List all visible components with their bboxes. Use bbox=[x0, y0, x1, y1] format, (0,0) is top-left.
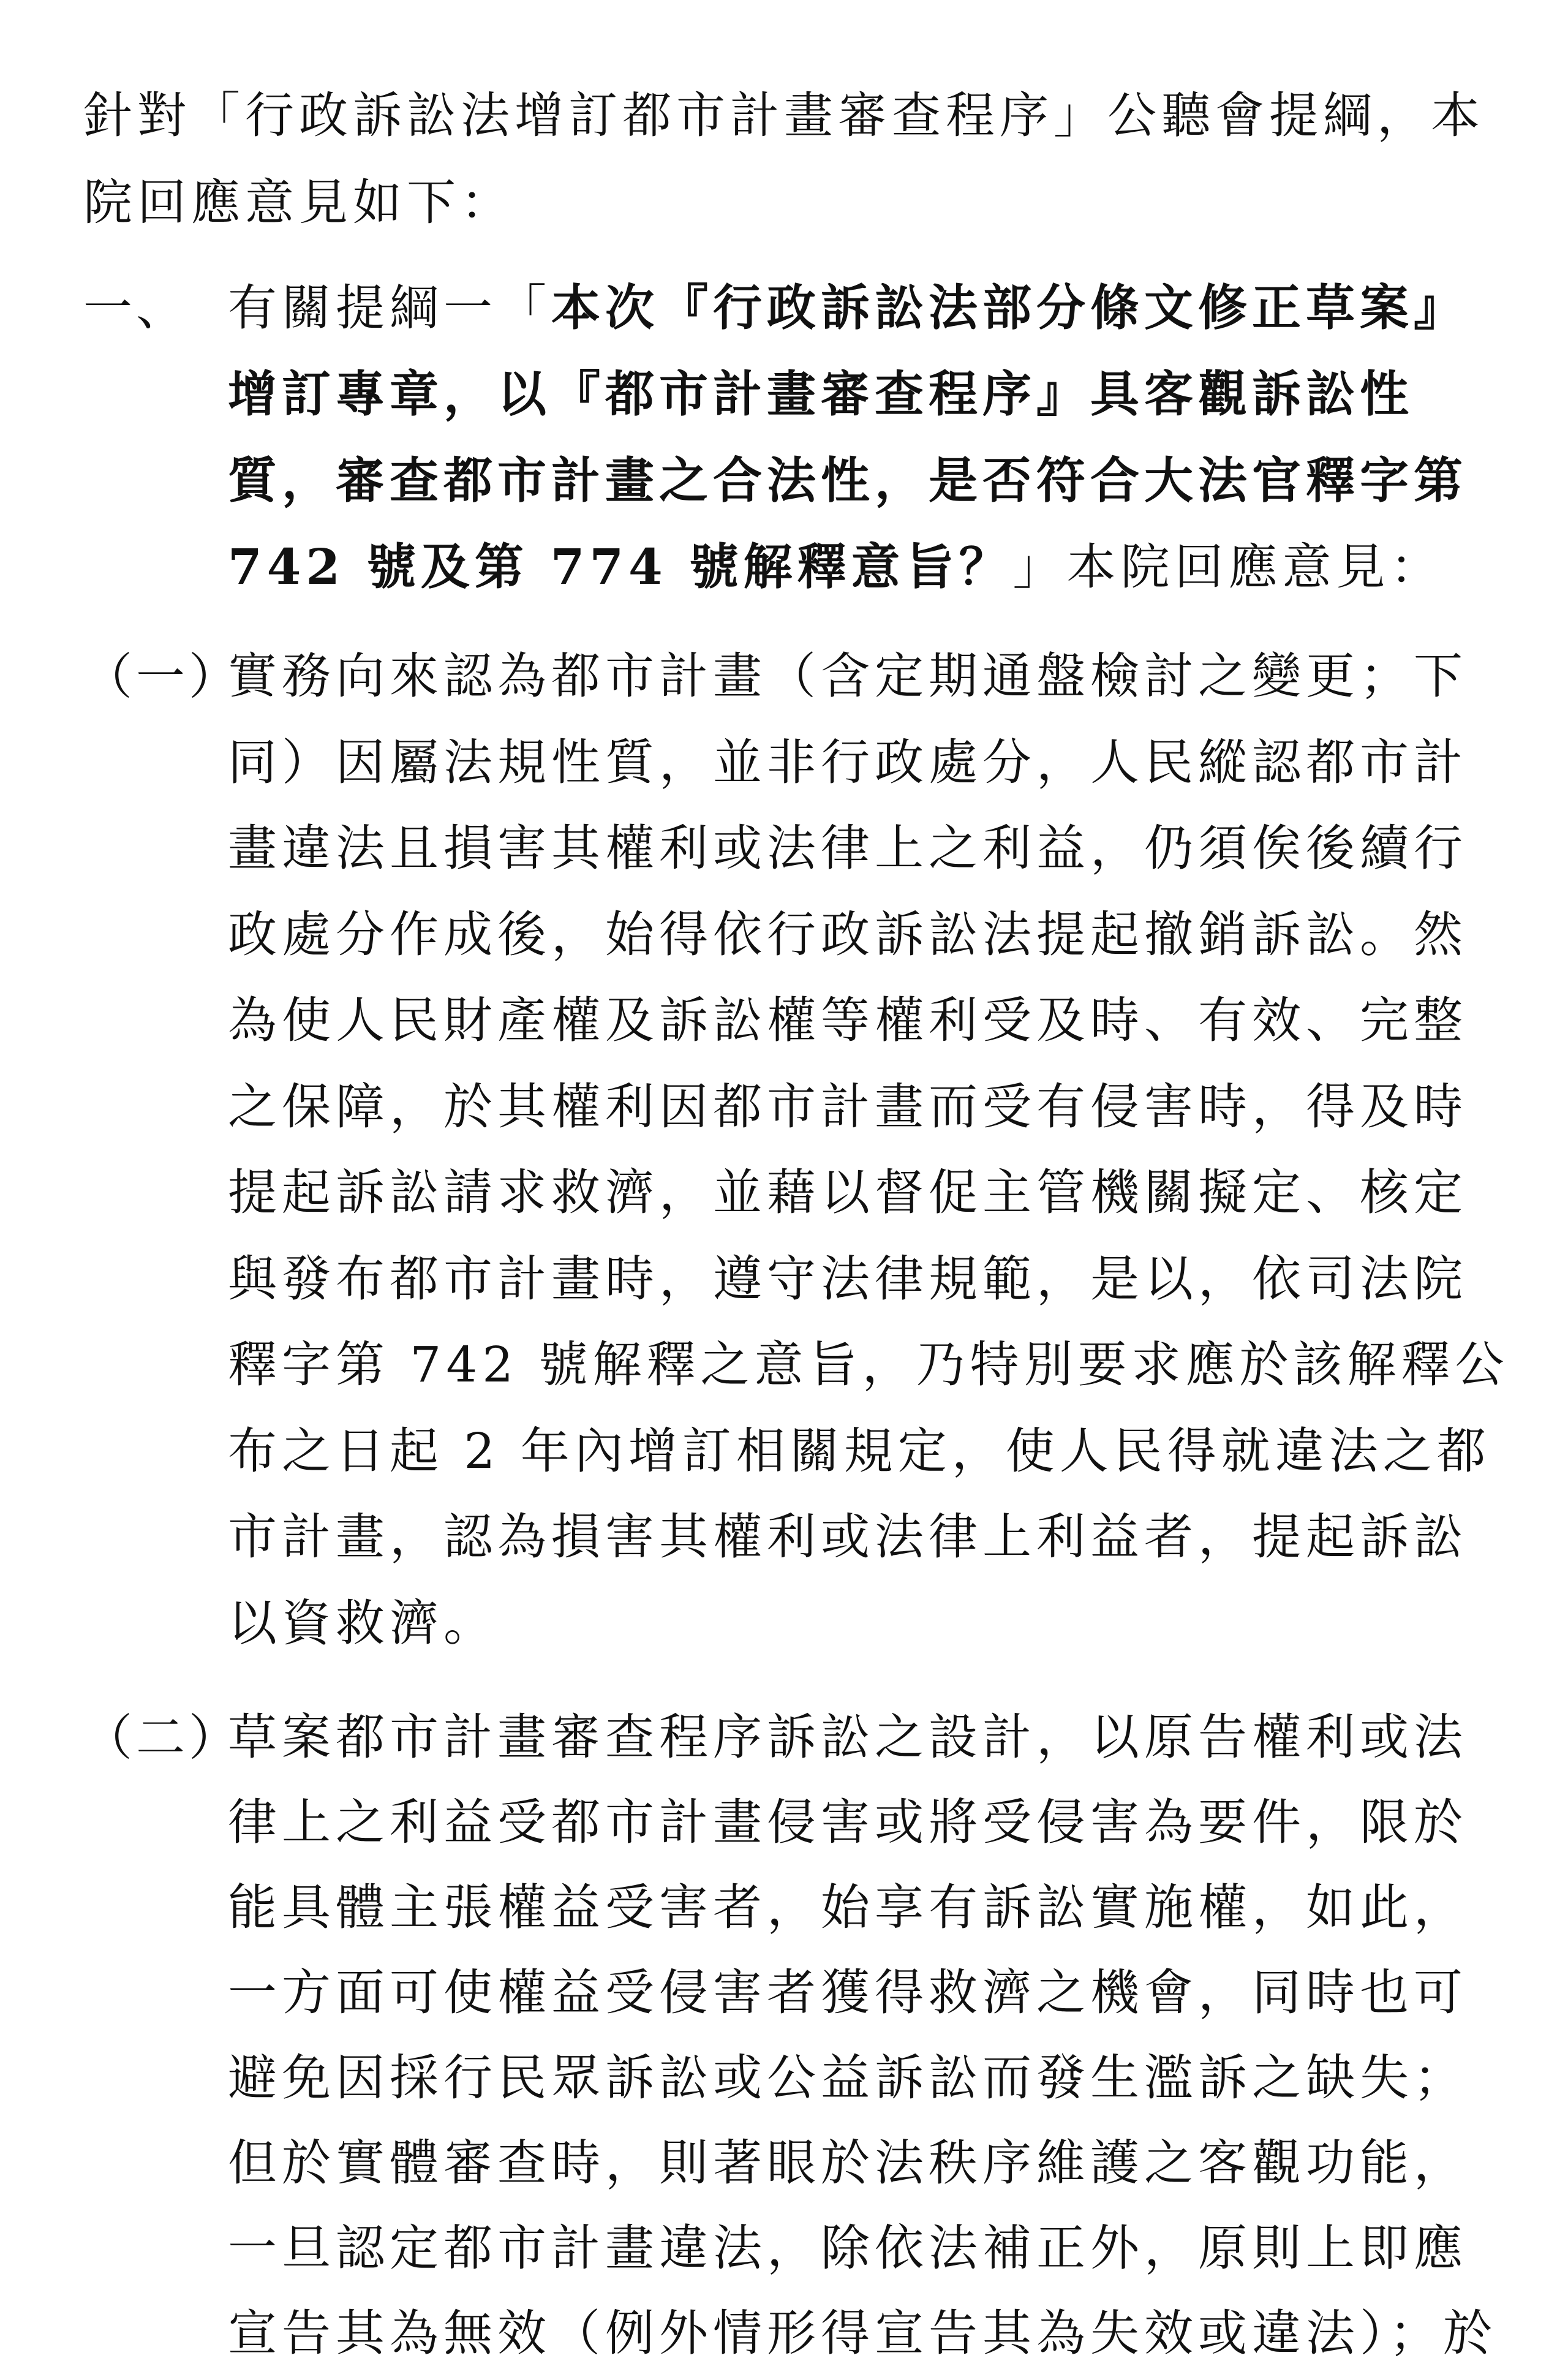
subsection-one-marker: （一） bbox=[83, 648, 241, 705]
subsection-two-marker: （二） bbox=[83, 1709, 241, 1766]
section-one-text bbox=[228, 265, 1510, 610]
intro-paragraph: 針對「行政訴訟法增訂都市計畫審查程序」公聽會提綱，本院回應意見如下： bbox=[83, 87, 1485, 231]
subsection-one bbox=[83, 633, 1510, 1666]
section-one-marker: 一、 bbox=[83, 279, 189, 336]
section-one-tail: 」本院回應意見： bbox=[1012, 539, 1444, 595]
subsection-one-text: 實務向來認為都市計畫（含定期通盤檢討之變更；下同）因屬法規性質，並非行政處分，人民縱認都市計畫違法且損害其權利或法律上之利益，仍須俟後續行政處分作成後，始得依行政訴訟法提起撤銷訴訟。然為使人民財產權及訴訟權等權利受及時、有效、完整之保障，於其權利因都市計畫而受有侵害時，得及時提起訴訟請求救濟，並藉以督促主管機關擬定、核定與發布都市計畫時，遵守法律規範，是以，依司法院釋字第 742 號解釋之意旨，乃特別要求應於該解釋公布之日起 2 年內增訂相關規定，使人民得就違法之都市計畫，認為損害其權利或法律上利益者，提起訴訟以資救濟。 bbox=[228, 648, 1509, 1652]
subsection-two bbox=[83, 1695, 1510, 2376]
section-one-question: 本次『行政訴訟法部分條文修正草案』增訂專章，以『都市計畫審查程序』具客觀訴訟性質，審查都市計畫之合法性，是否符合大法官釋字第 742 號及第 774 號解釋意旨？ bbox=[228, 279, 1468, 595]
section-one bbox=[83, 265, 1510, 610]
subsection-two-text: 草案都市計畫審查程序訴訟之設計，以原告權利或法律上之利益受都市計畫侵害或將受侵害為要件，限於能具體主張權益受害者，始享有訴訟實施權，如此，一方面可使權益受侵害者獲得救濟之機會，同時也可避免因採行民眾訴訟或公益訴訟而發生濫訴之缺失；但於實體審查時，則著眼於法秩序維護之客觀功能，一旦認定都市計畫違法，除依法補正外，原則上即應宣告其為無效（例外情形得宣告其為失效或違法）；於 bbox=[228, 1709, 1497, 2362]
section-one-lead: 有關提綱一「 bbox=[228, 279, 551, 336]
